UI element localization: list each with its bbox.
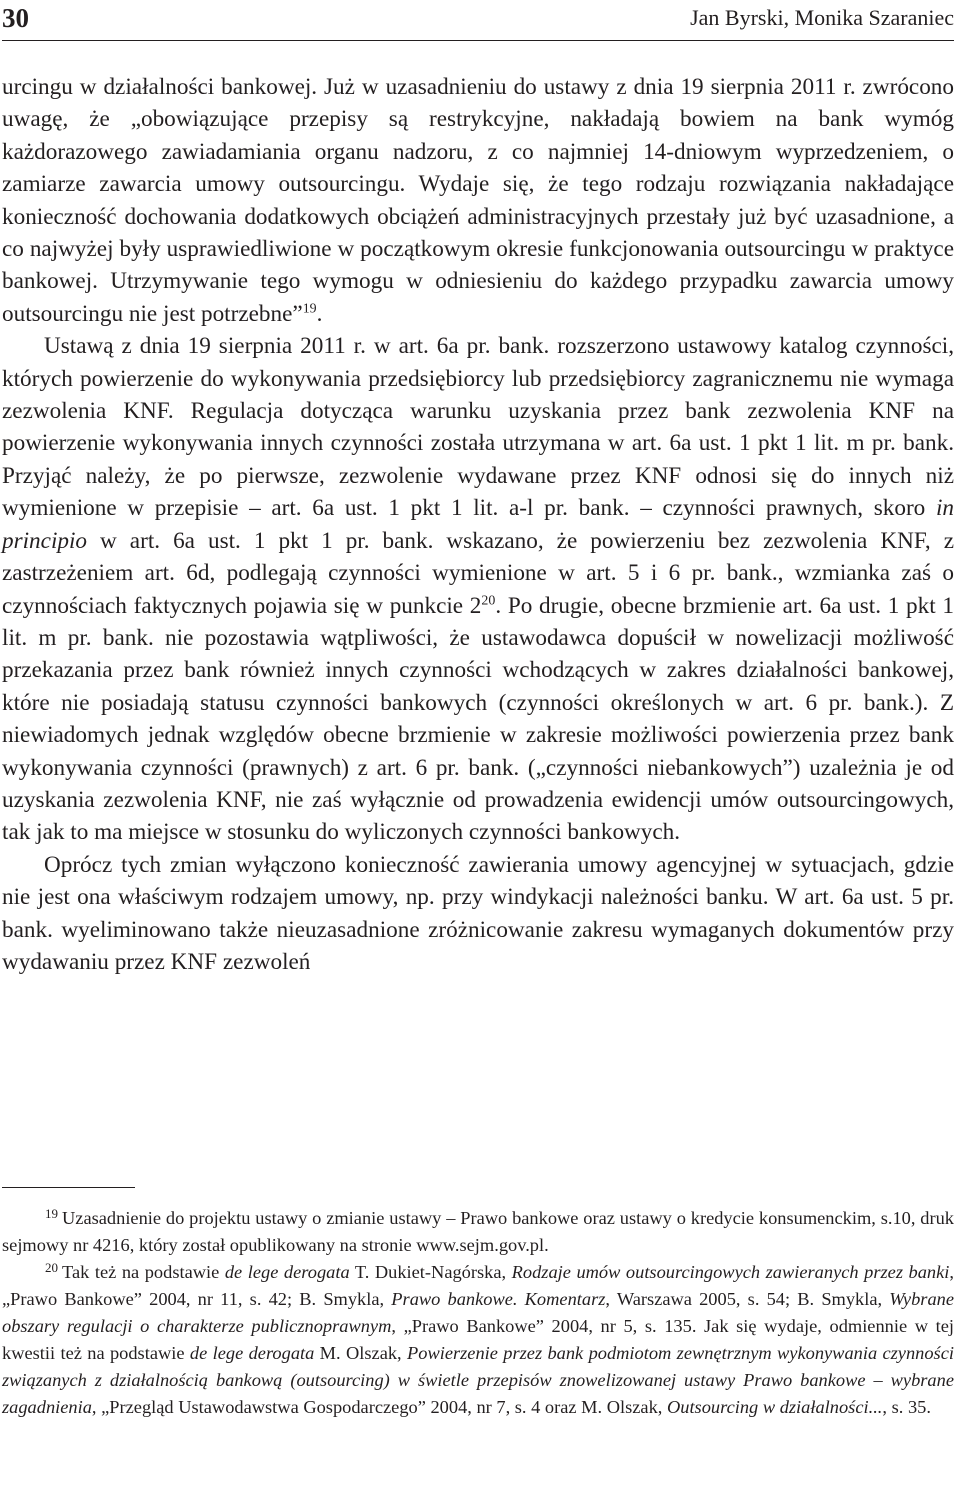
footnote-20-italic-7: Outsourcing w działalności... xyxy=(666,1397,883,1417)
footnote-20-text-7: , „Przegląd Ustawodawstwa Gospodarczego” 2004, nr 7, s. 4 oraz M. Olszak, xyxy=(91,1397,667,1417)
footnote-20-italic-5: de lege derogata xyxy=(189,1343,315,1363)
footnote-19-text: Uzasadnienie do projektu ustawy o zmianie ustawy – Prawo bankowe oraz ustawy o kredycie konsumenckim, s.10, druk sejmowy nr 4216, który został opublikowany na stronie www.sejm.gov.pl. xyxy=(2,1208,954,1255)
footnote-20-italic-3: Prawo bankowe. Komentarz xyxy=(391,1289,606,1309)
paragraph-3: Oprócz tych zmian wyłączono konieczność zawierania umowy agencyjnej w sytuacjach, gdzie nie jest ona właściwym rodzajem umowy, np. przy windykacji należności banku. W art. 6a ust. 5 pr. bank. wyeliminowano także nieuzasadnione zróżnicowanie zakresu wymaganych dokumentów przy wydawaniu przez KNF zezwoleń xyxy=(2,851,954,975)
paragraph-2 xyxy=(2,330,954,849)
footnote-20-italic-6: Powierzenie przez bank podmiotom zewnętrznym wykonywania czynności związanych z działalnością bankową (outsourcing) w świetle przepisów znowelizowanej ustawy Prawo bankowe – wybrane zagadnienia xyxy=(2,1343,954,1417)
paragraph-1-text: urcingu w działalności bankowej. Już w uzasadnieniu do ustawy z dnia 19 sierpnia 2011 r. zwrócono uwagę, że „obowiązujące przepisy są restrykcyjne, nakładają bowiem na bank wymóg każdorazowego zawiadamiania organu nadzoru, z co najmniej 14-dniowym wyprzedzeniem, o zamiarze zawarcia umowy outsourcingu. Wydaje się, że tego rodzaju rozwiązania nakładające konieczność dochowania dodatkowych obciążeń administracyjnych przestały już być uzasadnione, a co najwyżej były usprawiedliwione w początkowym okresie funkcjonowania outsourcingu w praktyce bankowej. Utrzymywanie tego wymogu w odniesieniu do każdego przypadku zawarcia umowy outsourcingu nie jest potrzebne” xyxy=(2,74,954,327)
page-header xyxy=(2,0,954,41)
footnote-20 xyxy=(2,1259,954,1421)
footnote-20-text-4: , Warszawa 2005, s. 54; B. Smykla, xyxy=(605,1289,890,1309)
footnote-20-text-3: , „Prawo Bankowe” 2004, nr 11, s. 42; B. Smykla, xyxy=(2,1262,954,1309)
paragraph-2-text-a: Ustawą z dnia 19 sierpnia 2011 r. w art. 6a pr. bank. rozszerzono ustawowy katalog czynności, których powierzenie do wykonywania przedsiębiorcy lub przedsiębiorcy zagranicznemu nie wymaga zezwolenia KNF. Regulacja dotycząca warunku uzyskania przez bank zezwolenia KNF na powierzenie wykonywania innych czynności została utrzymana w art. 6a ust. 1 pkt 1 lit. m pr. bank. Przyjąć należy, że po pierwsze, zezwolenie wydawane przez KNF odnosi się do innych niż wymienione w przepisie – art. 6a ust. 1 pkt 1 lit. a-l pr. bank. – czynności prawnych, skoro xyxy=(2,333,954,522)
running-head-authors: Jan Byrski, Monika Szaraniec xyxy=(690,5,954,30)
footnote-ref-19[interactable]: 19 xyxy=(302,301,317,317)
paragraph-1-end: . xyxy=(316,300,323,327)
main-text xyxy=(2,71,954,978)
footnote-19 xyxy=(2,1205,954,1259)
footnote-20-italic-2: Rodzaje umów outsourcingowych zawieranych przez banki xyxy=(511,1262,950,1282)
footnote-separator xyxy=(2,1187,135,1188)
footnote-20-italic-4: Wybrane obszary regulacji o charakterze publicznoprawnym xyxy=(2,1289,954,1336)
footnote-20-number: 20 xyxy=(45,1260,58,1275)
footnote-20-text-5: , „Prawo Bankowe” 2004, nr 5, s. 135. Jak się wydaje, odmiennie w tej kwestii też na podstawie xyxy=(2,1316,955,1363)
paragraph-2-italic: in principio xyxy=(2,495,954,554)
footnote-20-italic-1: de lege derogata xyxy=(224,1262,350,1282)
paragraph-1 xyxy=(2,71,954,330)
footnote-19-number: 19 xyxy=(45,1206,58,1221)
footnote-ref-20[interactable]: 20 xyxy=(481,592,496,608)
paragraph-2-text-b: w art. 6a ust. 1 pkt 1 pr. bank. wskazano, że powierzeniu bez zezwolenia KNF, z zastrzeżeniem art. 6d, podlegają czynności wymienione w art. 5 i 6 pr. bank., wzmianka zaś o czynnościach faktycznych pojawia się w punkcie 2 xyxy=(2,527,954,619)
footnotes xyxy=(2,1205,954,1421)
footnote-20-text-1: Tak też na podstawie xyxy=(62,1262,225,1282)
paragraph-2-text-c: . Po drugie, obecne brzmienie art. 6a ust. 1 pkt 1 lit. m pr. bank. nie pozostawia wątpliwości, że ustawodawca dopuścił w nowelizacji możliwość przekazania przez bank również innych czynności wchodzących w zakres działalności bankowej, które nie posiadają statusu czynności bankowych (czynności określonych w art. 6 pr. bank.). Z niewiadomych jednak względów obecne brzmienie w zakresie możliwości powierzenia przez bank wykonywania czynności (prawnych) z art. 6 pr. bank. („czynności niebankowych”) uzależnia je od uzyskania zezwolenia KNF, nie zaś wyłącznie od prowadzenia ewidencji umów outsourcingowych, tak jak to ma miejsce w stosunku do wyliczonych czynności bankowych. xyxy=(2,592,954,846)
page-number: 30 xyxy=(2,3,29,33)
footnote-20-text-8: , s. 35. xyxy=(882,1397,931,1417)
footnote-20-text-2: T. Dukiet-Nagórska, xyxy=(349,1262,512,1282)
footnote-20-text-6: M. Olszak, xyxy=(314,1343,408,1363)
